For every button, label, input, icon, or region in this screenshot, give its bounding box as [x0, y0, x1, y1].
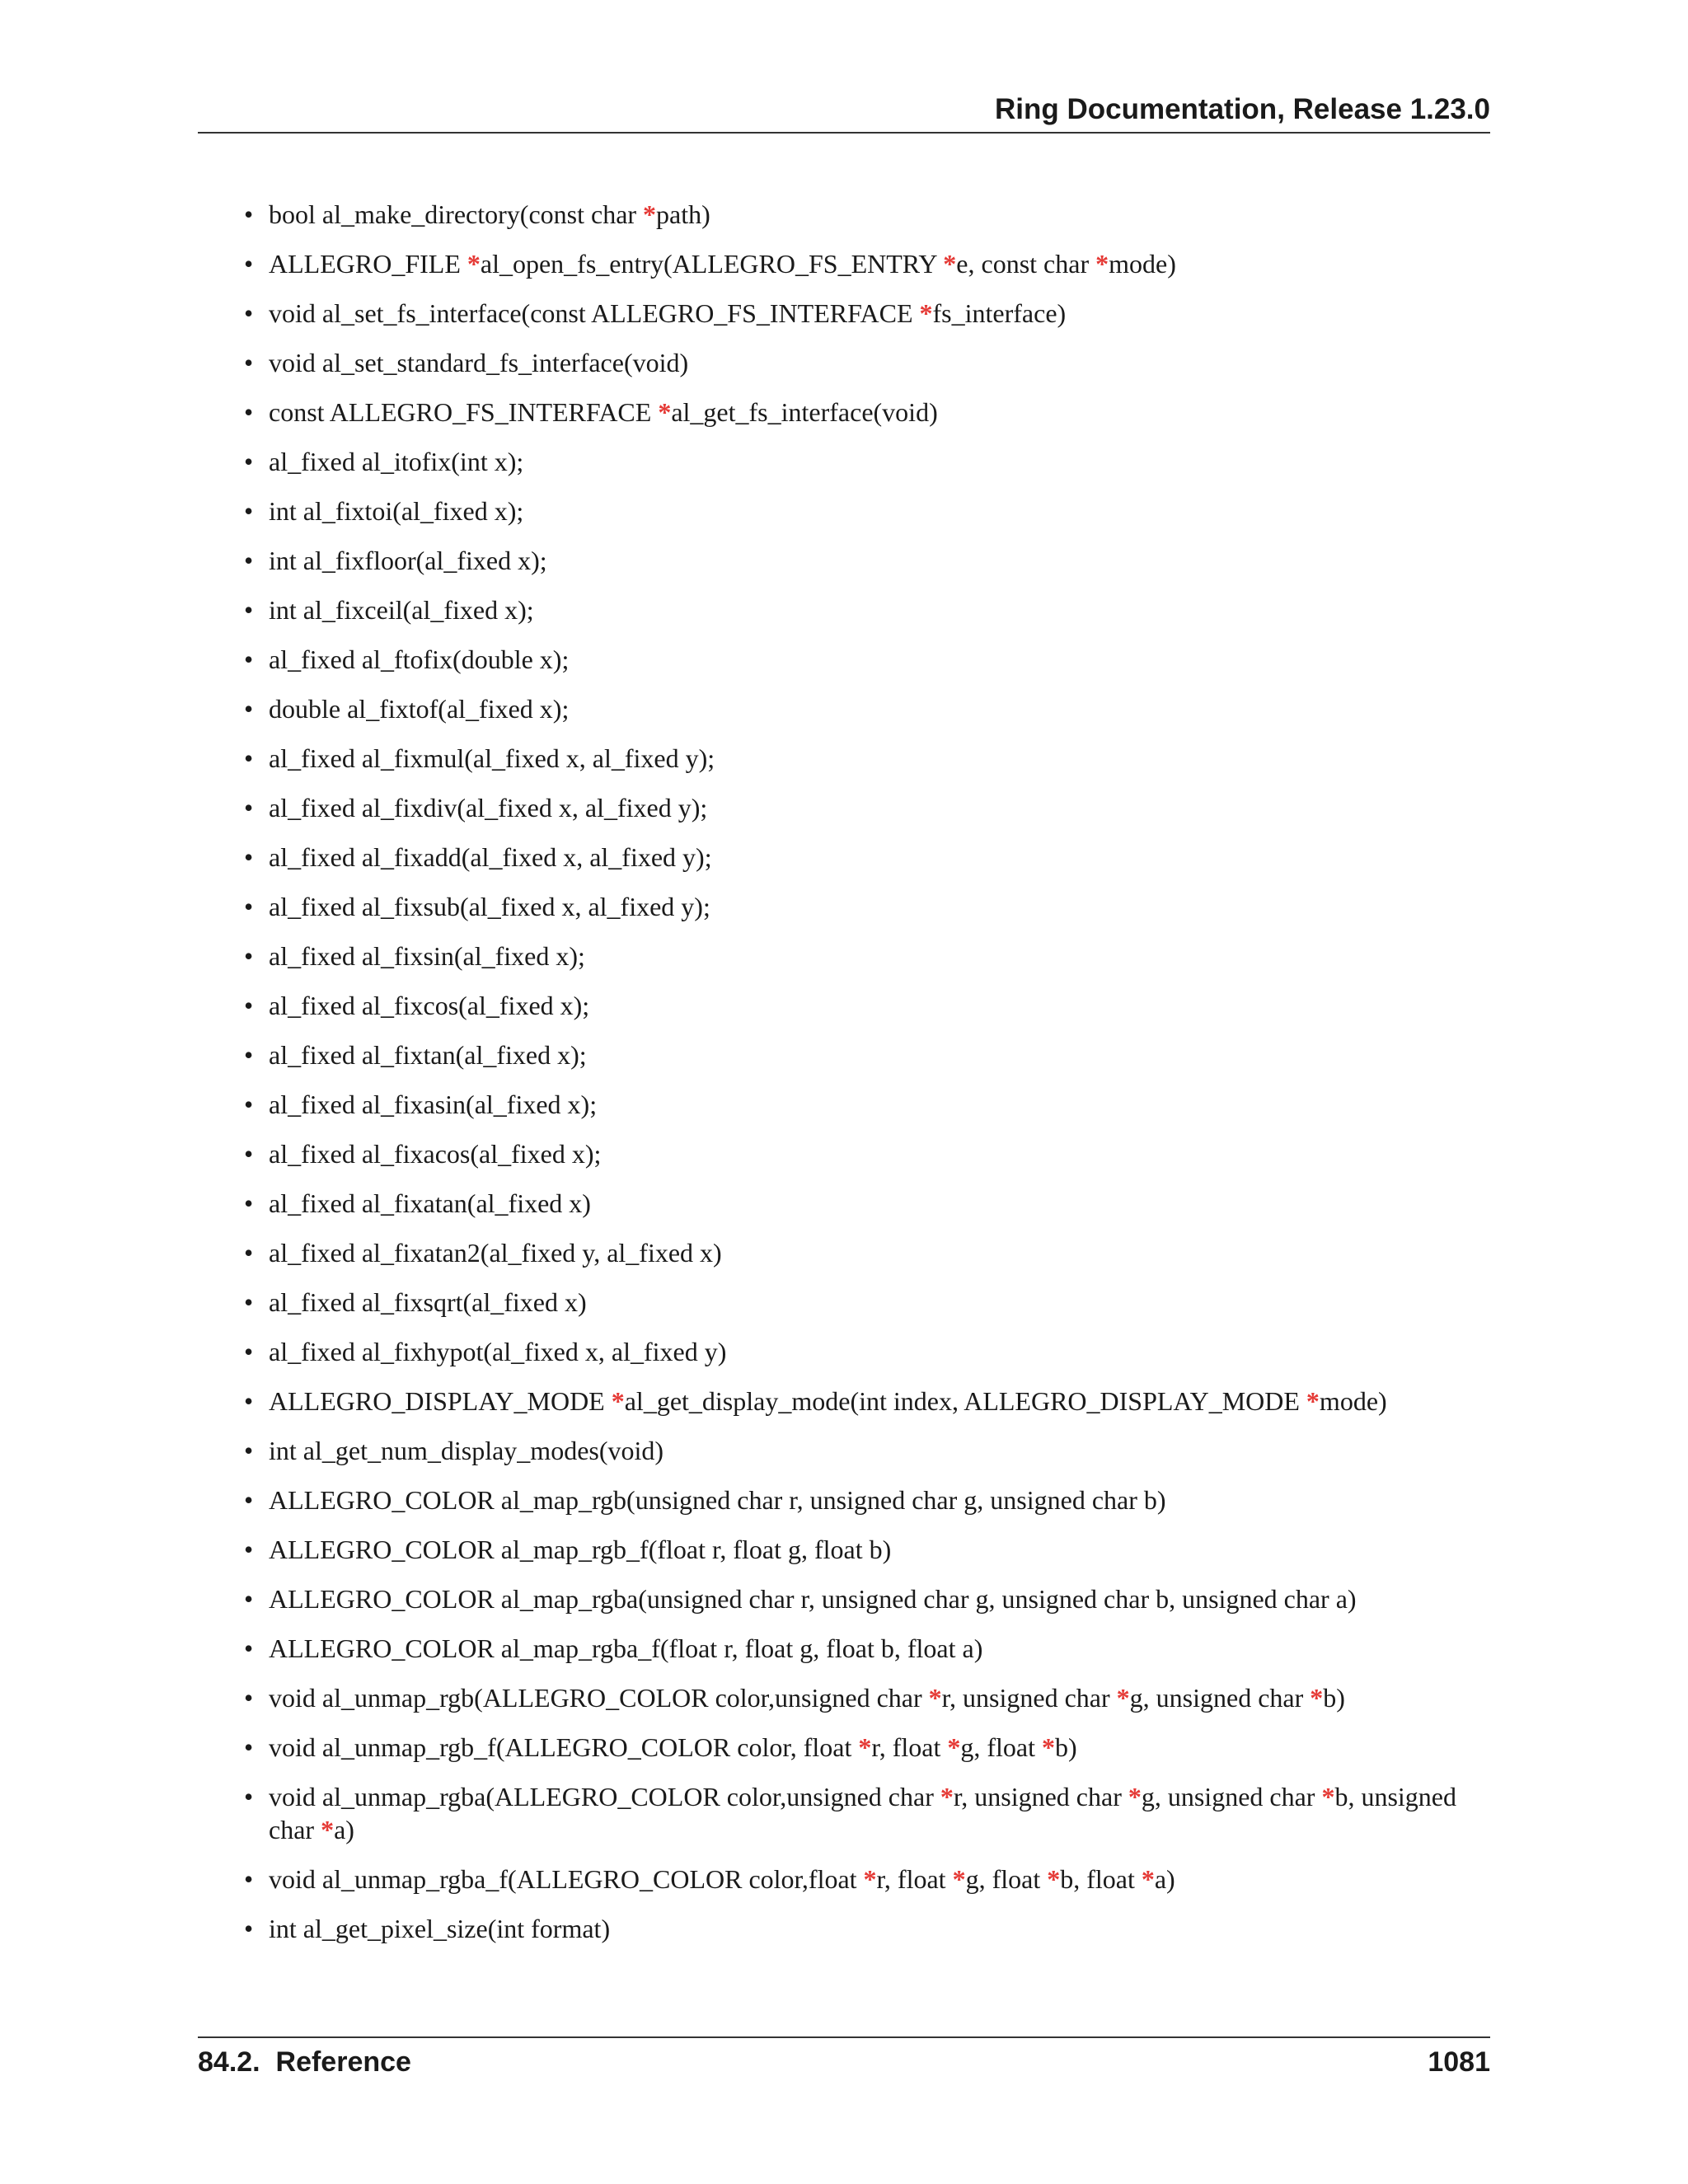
signature-text: al_fixed al_fixsub(al_fixed x, al_fixed y);	[269, 892, 710, 921]
signature-text: al_fixed al_fixtan(al_fixed x);	[269, 1040, 587, 1070]
function-signature-item	[239, 643, 1492, 676]
signature-text: al_fixed al_fixacos(al_fixed x);	[269, 1139, 602, 1169]
signature-text: b, unsigned char	[269, 1782, 1456, 1844]
function-signature-item	[239, 1632, 1492, 1665]
signature-text: ALLEGRO_COLOR al_map_rgb_f(float r, float g, float b)	[269, 1535, 892, 1564]
signature-text: int al_fixfloor(al_fixed x);	[269, 546, 547, 575]
function-signature-item	[239, 593, 1492, 626]
signature-text: void al_set_standard_fs_interface(void)	[269, 348, 689, 377]
function-signature-item	[239, 742, 1492, 775]
signature-text: ALLEGRO_COLOR al_map_rgba(unsigned char r, unsigned char g, unsigned char b, unsigned char a)	[269, 1584, 1357, 1614]
signature-text: r, unsigned char	[953, 1782, 1128, 1811]
function-signature-item	[239, 1681, 1492, 1714]
function-signature-item	[239, 247, 1492, 280]
signature-text: void al_unmap_rgb_f(ALLEGRO_COLOR color, float	[269, 1732, 859, 1762]
signature-text: al_fixed al_fixsin(al_fixed x);	[269, 941, 585, 971]
function-signature-item	[239, 841, 1492, 874]
function-signature-item	[239, 1434, 1492, 1467]
function-signature-item	[239, 445, 1492, 478]
signature-text: al_fixed al_fixdiv(al_fixed x, al_fixed y);	[269, 793, 708, 823]
function-signature-item	[239, 1385, 1492, 1418]
signature-text: a)	[1154, 1864, 1175, 1894]
signature-text: g, float	[965, 1864, 1048, 1894]
signature-text: void al_unmap_rgba_f(ALLEGRO_COLOR color,float	[269, 1864, 864, 1894]
signature-text: al_fixed al_fixatan(al_fixed x)	[269, 1188, 591, 1218]
signature-text: al_get_display_mode(int index, ALLEGRO_DISPLAY_MODE	[624, 1386, 1306, 1416]
signature-text: void al_unmap_rgba(ALLEGRO_COLOR color,unsigned char	[269, 1782, 940, 1811]
signature-text: r, unsigned char	[941, 1683, 1117, 1713]
pointer-asterisk: *	[1310, 1683, 1324, 1713]
signature-text: int al_fixtoi(al_fixed x);	[269, 496, 524, 526]
signature-text: a)	[334, 1815, 354, 1844]
function-signature-item	[239, 692, 1492, 725]
pointer-asterisk: *	[928, 1683, 942, 1713]
signature-text: r, float	[871, 1732, 948, 1762]
signature-text: mode)	[1319, 1386, 1387, 1416]
pointer-asterisk: *	[952, 1864, 966, 1894]
signature-text: fs_interface)	[932, 298, 1067, 328]
pointer-asterisk: *	[1095, 249, 1109, 279]
signature-text: ALLEGRO_FILE	[269, 249, 467, 279]
pointer-asterisk: *	[858, 1732, 872, 1762]
signature-text: al_fixed al_ftofix(double x);	[269, 644, 570, 674]
signature-text: void al_unmap_rgb(ALLEGRO_COLOR color,unsigned char	[269, 1683, 929, 1713]
pointer-asterisk: *	[1321, 1782, 1335, 1811]
function-signature-item	[239, 890, 1492, 923]
function-signature-item	[239, 1912, 1492, 1945]
function-signature-item	[239, 989, 1492, 1022]
pointer-asterisk: *	[947, 1732, 961, 1762]
pointer-asterisk: *	[658, 397, 672, 427]
signature-text: al_fixed al_fixcos(al_fixed x);	[269, 991, 590, 1020]
pointer-asterisk: *	[1141, 1864, 1155, 1894]
page-number: 1081	[1428, 2046, 1490, 2078]
function-signature-item	[239, 1286, 1492, 1319]
signature-text: al_fixed al_fixadd(al_fixed x, al_fixed y);	[269, 842, 712, 872]
function-signature-item	[239, 1038, 1492, 1071]
signature-text: g, unsigned char	[1129, 1683, 1311, 1713]
function-signature-item	[239, 940, 1492, 972]
function-signature-item	[239, 1335, 1492, 1368]
function-signature-item	[239, 1187, 1492, 1220]
pointer-asterisk: *	[863, 1864, 877, 1894]
signature-text: al_fixed al_itofix(int x);	[269, 447, 524, 476]
signature-text: al_fixed al_fixsqrt(al_fixed x)	[269, 1287, 587, 1317]
pointer-asterisk: *	[1116, 1683, 1130, 1713]
function-list	[239, 198, 1492, 1961]
pointer-asterisk: *	[943, 249, 957, 279]
function-signature-item	[239, 346, 1492, 379]
function-signature-item	[239, 1533, 1492, 1566]
pointer-asterisk: *	[919, 298, 933, 328]
function-signature-item	[239, 1137, 1492, 1170]
function-signature-item	[239, 297, 1492, 330]
signature-text: path)	[656, 199, 710, 229]
signature-text: mode)	[1109, 249, 1176, 279]
page-footer	[198, 2036, 1490, 2083]
signature-text: r, float	[876, 1864, 953, 1894]
signature-text: int al_fixceil(al_fixed x);	[269, 595, 534, 625]
pointer-asterisk: *	[1042, 1732, 1055, 1762]
document-title: Ring Documentation, Release 1.23.0	[994, 93, 1490, 125]
pointer-asterisk: *	[643, 199, 657, 229]
signature-text: g, float	[960, 1732, 1042, 1762]
signature-text: double al_fixtof(al_fixed x);	[269, 694, 570, 724]
function-signature-item	[239, 198, 1492, 231]
signature-text: bool al_make_directory(const char	[269, 199, 644, 229]
signature-text: void al_set_fs_interface(const ALLEGRO_FS_INTERFACE	[269, 298, 920, 328]
signature-text: b)	[1055, 1732, 1077, 1762]
function-signature-item	[239, 396, 1492, 429]
function-signature-item	[239, 544, 1492, 577]
signature-text: g, unsigned char	[1141, 1782, 1322, 1811]
signature-text: al_fixed al_fixatan2(al_fixed y, al_fixed x)	[269, 1238, 722, 1268]
function-signature-item	[239, 1236, 1492, 1269]
signature-text: const ALLEGRO_FS_INTERFACE	[269, 397, 659, 427]
function-signature-item	[239, 1088, 1492, 1121]
signature-text: int al_get_pixel_size(int format)	[269, 1914, 611, 1943]
function-signature-item	[239, 1863, 1492, 1896]
signature-text: al_get_fs_interface(void)	[671, 397, 938, 427]
signature-text: al_fixed al_fixasin(al_fixed x);	[269, 1090, 598, 1119]
pointer-asterisk: *	[611, 1386, 625, 1416]
signature-text: ALLEGRO_DISPLAY_MODE	[269, 1386, 612, 1416]
pointer-asterisk: *	[940, 1782, 954, 1811]
function-signature-item	[239, 1483, 1492, 1516]
function-signature-item	[239, 1731, 1492, 1764]
function-signature-item	[239, 1582, 1492, 1615]
signature-text: b, float	[1060, 1864, 1142, 1894]
pointer-asterisk: *	[1128, 1782, 1142, 1811]
function-signature-item	[239, 494, 1492, 527]
pointer-asterisk: *	[467, 249, 481, 279]
signature-text: al_fixed al_fixhypot(al_fixed x, al_fixed y)	[269, 1337, 727, 1366]
pointer-asterisk: *	[1047, 1864, 1061, 1894]
signature-text: e, const char	[956, 249, 1096, 279]
signature-text: al_fixed al_fixmul(al_fixed x, al_fixed y);	[269, 743, 715, 773]
page-header	[198, 89, 1490, 134]
section-label: 84.2. Reference	[198, 2046, 411, 2078]
pointer-asterisk: *	[1306, 1386, 1320, 1416]
signature-text: b)	[1323, 1683, 1345, 1713]
signature-text: ALLEGRO_COLOR al_map_rgb(unsigned char r, unsigned char g, unsigned char b)	[269, 1485, 1166, 1515]
signature-text: int al_get_num_display_modes(void)	[269, 1436, 664, 1465]
signature-text: al_open_fs_entry(ALLEGRO_FS_ENTRY	[480, 249, 944, 279]
pointer-asterisk: *	[321, 1815, 335, 1844]
function-signature-item	[239, 1780, 1492, 1846]
signature-text: ALLEGRO_COLOR al_map_rgba_f(float r, float g, float b, float a)	[269, 1633, 983, 1663]
function-signature-item	[239, 791, 1492, 824]
